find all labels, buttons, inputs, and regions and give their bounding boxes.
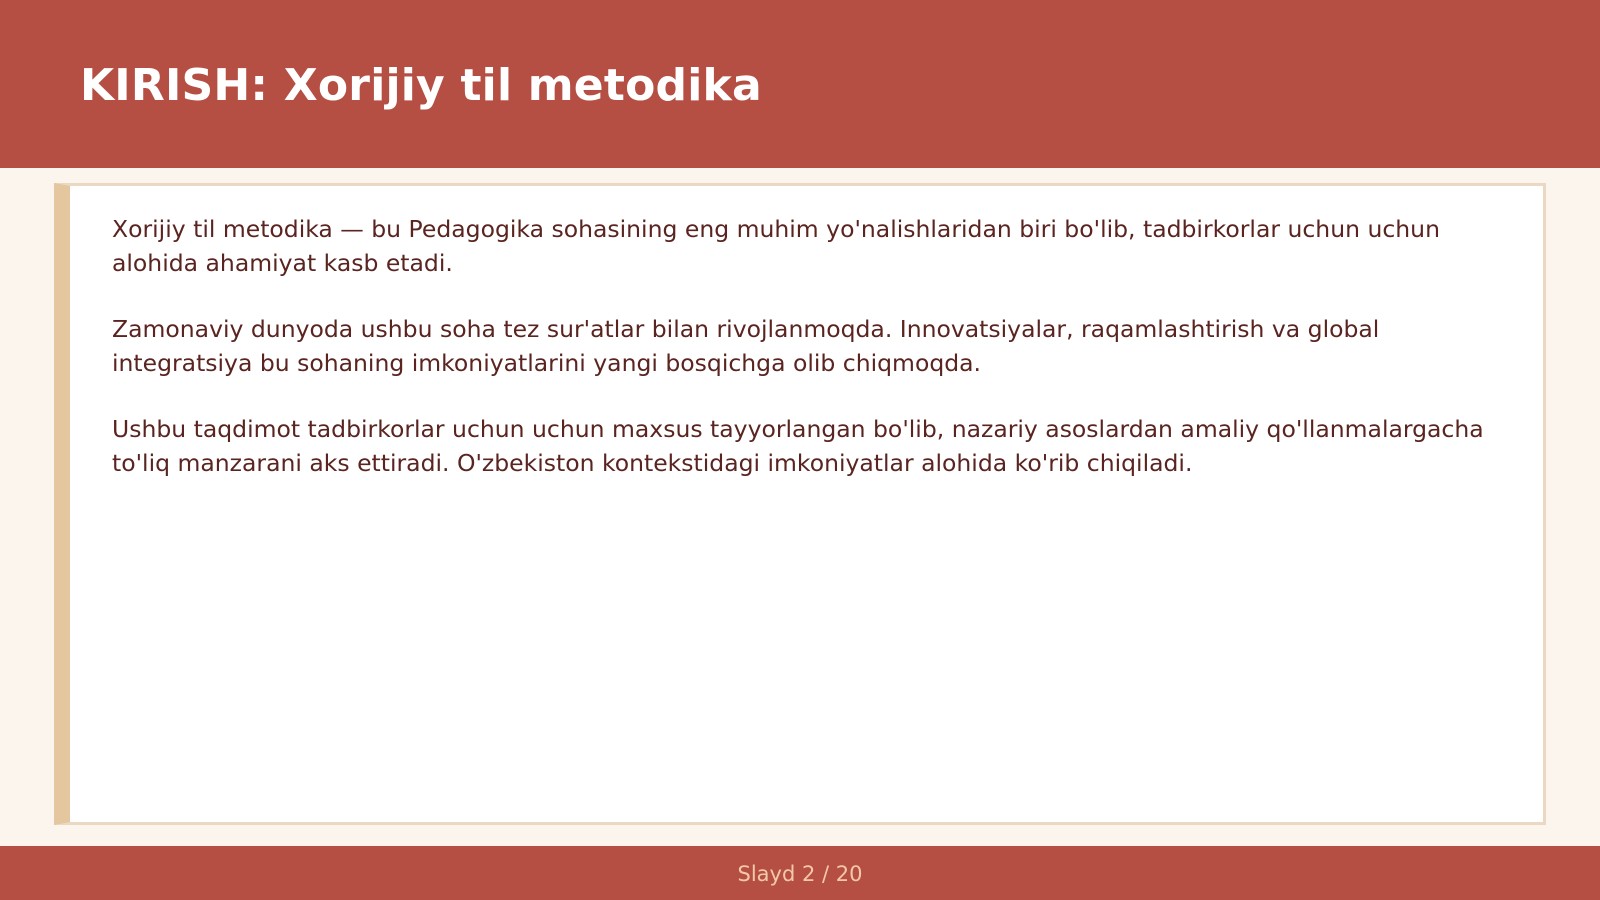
slide-title: KIRISH: Xorijiy til metodika <box>80 60 762 111</box>
slide-body <box>112 212 1492 512</box>
paragraph-2: Zamonaviy dunyoda ushbu soha tez sur'atlar bilan rivojlanmoqda. Innovatsiyalar, raqamlashtirish va global integratsiya bu sohaning imkoniyatlarini yangi bosqichga olib chiqmoqda. <box>112 315 1380 377</box>
paragraph-3: Ushbu taqdimot tadbirkorlar uchun uchun maxsus tayyorlangan bo'lib, nazariy asoslardan amaliy qo'llanmalargacha to'liq manzarani aks ettiradi. O'zbekiston kontekstidagi imkoniyatlar alohida ko'rib chiqiladi. <box>112 415 1484 477</box>
paragraph-1: Xorijiy til metodika — bu Pedagogika sohasining eng muhim yo'nalishlaridan biri bo'lib, tadbirkorlar uchun uchun alohida ahamiyat kasb etadi. <box>112 215 1440 277</box>
slide-number: Slayd 2 / 20 <box>737 862 863 886</box>
